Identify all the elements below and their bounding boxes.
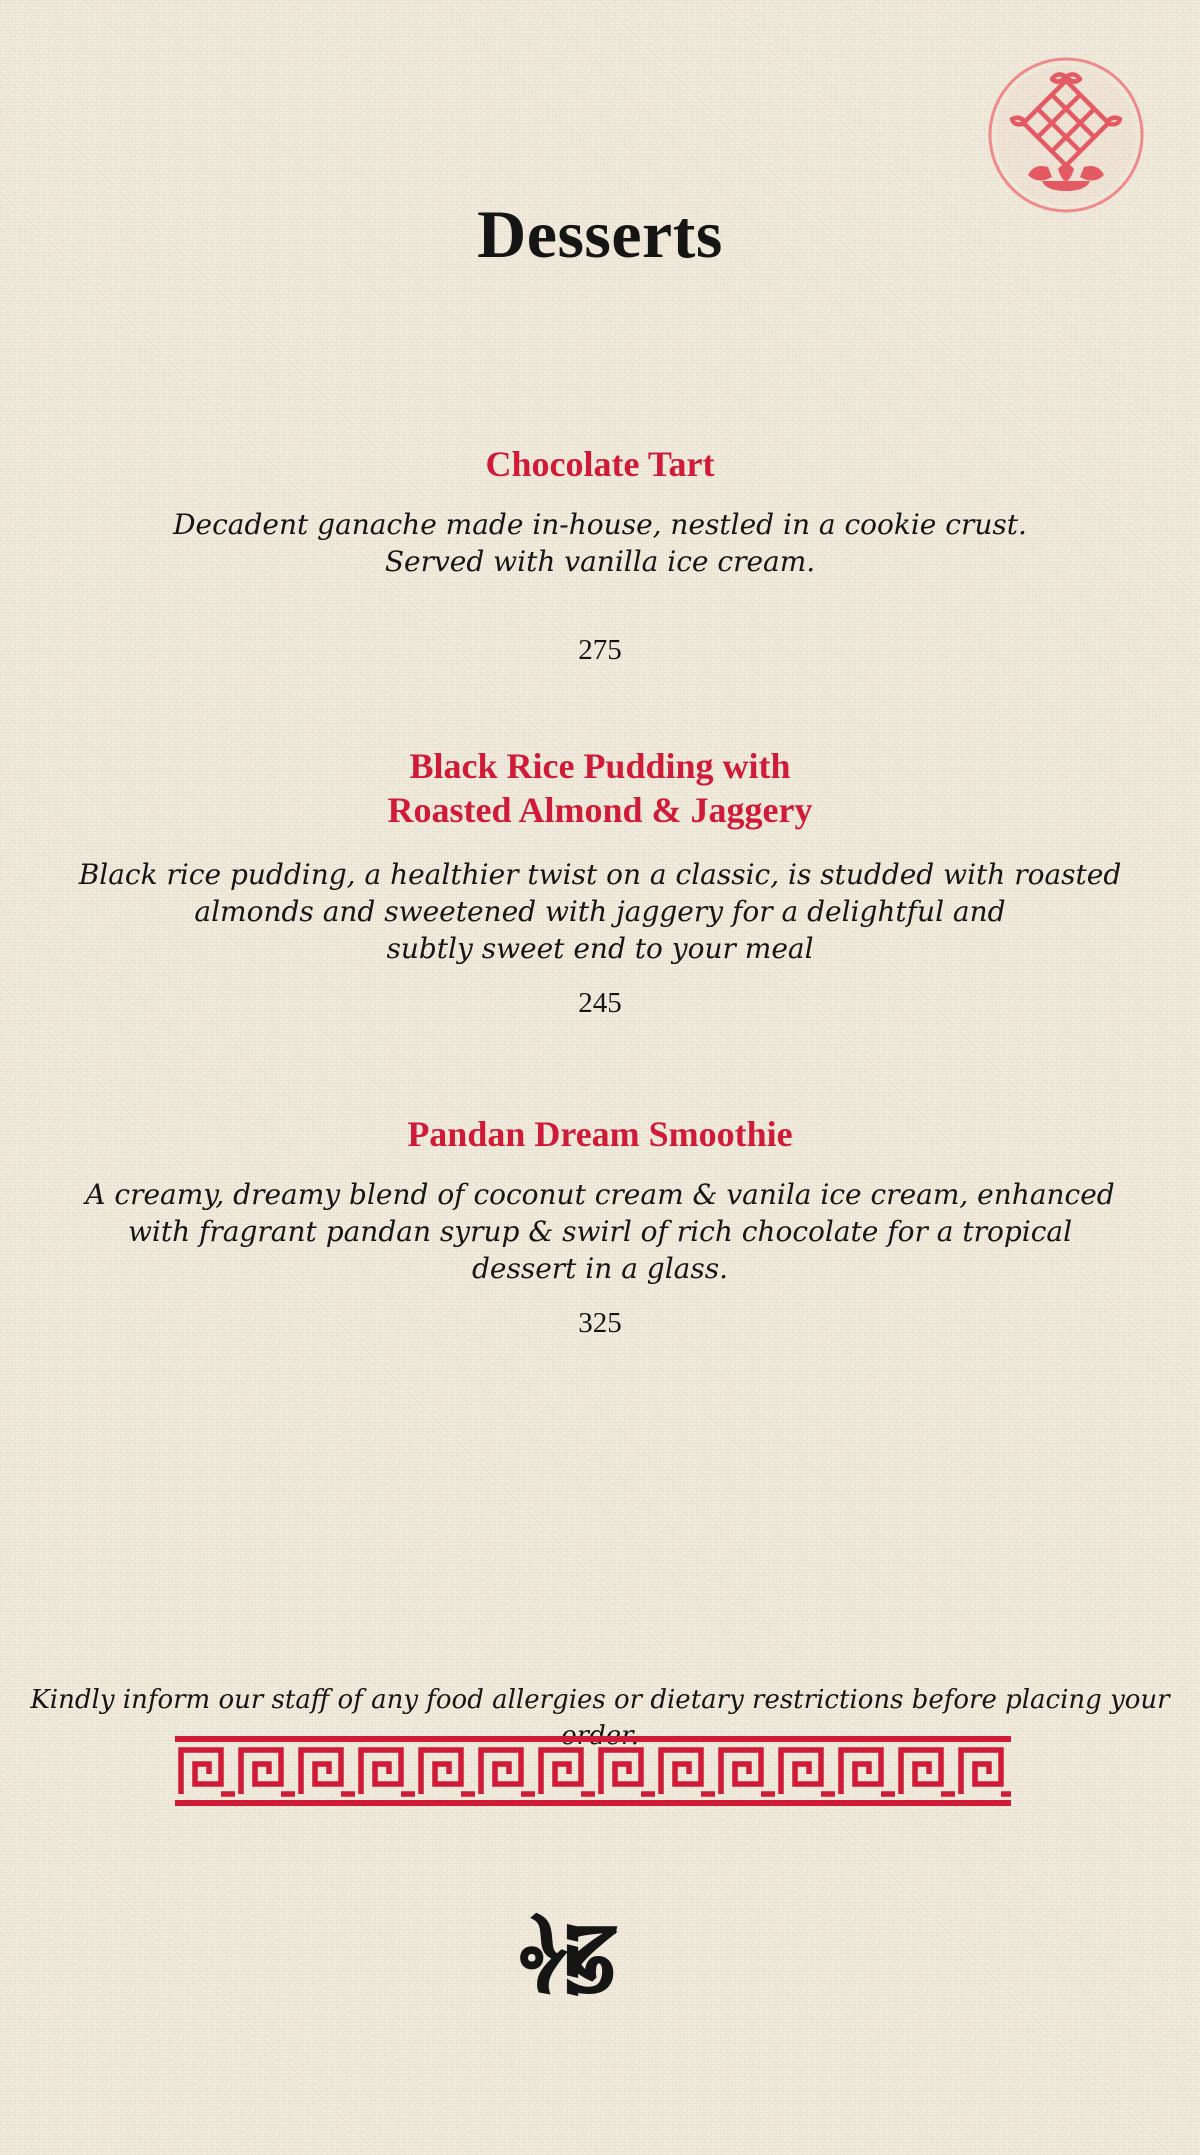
menu-item-black-rice-pudding [0,744,1200,1021]
item-price: 245 [578,987,622,1019]
item-description: Decadent ganache made in-house, nestled in a cookie crust. Served with vanilla ice cream. [173,508,1027,578]
item-name: Pandan Dream Smoothie [407,1114,793,1154]
item-price: 325 [578,1307,622,1339]
page-title: Desserts [477,196,723,272]
item-description: Black rice pudding, a healthier twist on a classic, is studded with roasted almonds and sweetened with jaggery for a delightful and subtly sweet end to your meal [78,858,1122,965]
item-name: Chocolate Tart [485,444,715,484]
item-description: A creamy, dreamy blend of coconut cream & vanila ice cream, enhanced with fragrant pandan syrup & swirl of rich chocolate for a tropical dessert in a glass. [85,1178,1115,1285]
menu-item-pandan-dream-smoothie [0,1112,1200,1341]
om-symbol [544,1880,656,2040]
allergy-notice: Kindly inform our staff of any food allergies or dietary restrictions before placing your [30,1685,1170,1715]
item-price: 275 [578,634,622,666]
greek-key-border [175,1736,1011,1806]
om-glyph: ཨོཾ [544,1921,656,1999]
menu-item-chocolate-tart [0,442,1200,668]
item-name: Black Rice Pudding with Roasted Almond & Jaggery [387,746,813,830]
